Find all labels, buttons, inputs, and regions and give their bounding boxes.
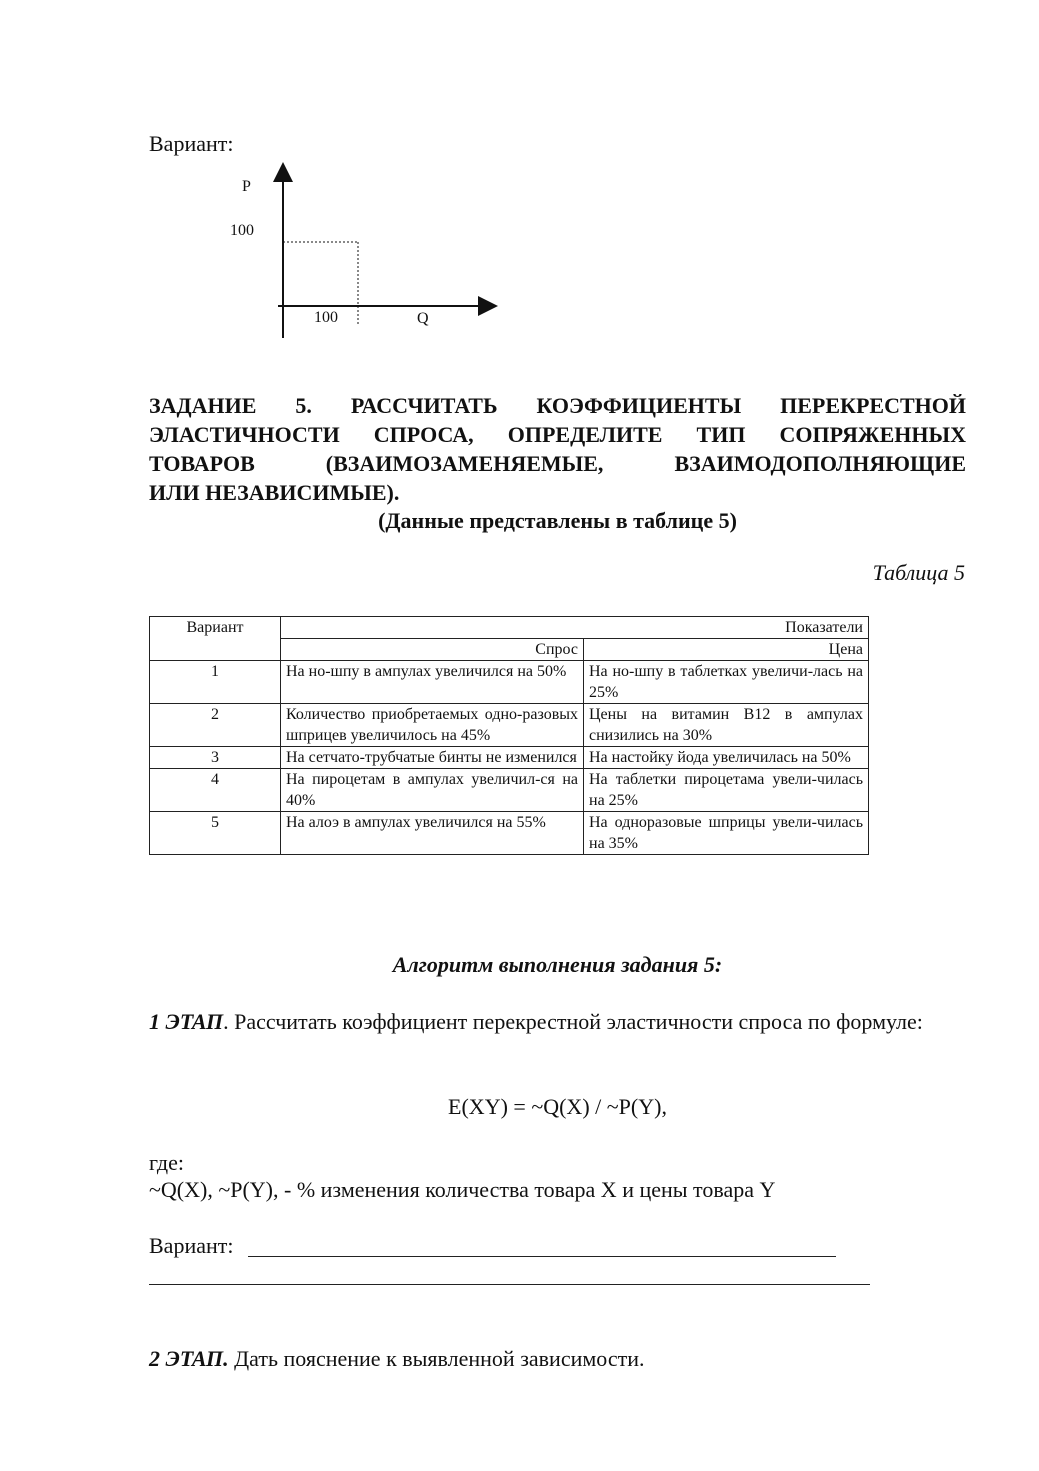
task-subtitle: (Данные представлены в таблице 5) bbox=[378, 508, 737, 533]
step-2-label: 2 ЭТАП. bbox=[149, 1346, 229, 1371]
x-axis-label: Q bbox=[417, 310, 429, 327]
row-number: 3 bbox=[150, 747, 281, 769]
variant-label-top: Вариант: bbox=[149, 131, 234, 156]
table-row bbox=[150, 769, 869, 812]
algorithm-title: Алгоритм выполнения задания 5: bbox=[392, 952, 723, 977]
table-header-row bbox=[150, 617, 869, 639]
x-tick-label: 100 bbox=[314, 309, 338, 326]
row-number: 1 bbox=[150, 661, 281, 704]
answer-line-2[interactable] bbox=[149, 1284, 870, 1285]
step-2-text: Дать пояснение к выявленной зависимости. bbox=[228, 1346, 645, 1371]
answer-line-1[interactable] bbox=[248, 1256, 836, 1257]
row-price: На таблетки пироцетама увели-чилась на 25% bbox=[584, 769, 869, 812]
table-caption: Таблица 5 bbox=[872, 560, 965, 585]
table-row bbox=[150, 747, 869, 769]
task-heading-line-4: ИЛИ НЕЗАВИСИМЫЕ). bbox=[149, 480, 400, 505]
table-row bbox=[150, 704, 869, 747]
task-heading-line-3: ТОВАРОВ (ВЗАИМОЗАМЕНЯЕМЫЕ, ВЗАИМОДОПОЛНЯЮЩИЕ bbox=[149, 451, 966, 476]
formula: E(XY) = ~Q(X) / ~P(Y), bbox=[448, 1094, 667, 1119]
table-row bbox=[150, 661, 869, 704]
row-number: 4 bbox=[150, 769, 281, 812]
header-indicators: Показатели bbox=[281, 617, 869, 639]
where-label: где: bbox=[149, 1150, 184, 1175]
step-2-paragraph bbox=[149, 1346, 644, 1372]
row-demand: Количество приобретаемых одно-разовых шприцев увеличилось на 45% bbox=[281, 704, 584, 747]
row-price: На одноразовые шприцы увели-чилась на 35% bbox=[584, 812, 869, 855]
step-1-paragraph bbox=[149, 1008, 966, 1036]
row-demand: На алоэ в ампулах увеличился на 55% bbox=[281, 812, 584, 855]
row-price: На настойку йода увеличилась на 50% bbox=[584, 747, 869, 769]
header-price: Цена bbox=[584, 639, 869, 661]
row-price: Цены на витамин В12 в ампулах снизились на 30% bbox=[584, 704, 869, 747]
task-heading-line-1: ЗАДАНИЕ 5. РАССЧИТАТЬ КОЭФФИЦИЕНТЫ ПЕРЕКРЕСТНОЙ bbox=[149, 393, 966, 418]
header-demand: Спрос bbox=[281, 639, 584, 661]
row-price: На но-шпу в таблетках увеличи-лась на 25% bbox=[584, 661, 869, 704]
where-text: ~Q(X), ~P(Y), - % изменения количества товара X и цены товара Y bbox=[149, 1177, 776, 1202]
step-1-text: . Рассчитать коэффициент перекрестной эластичности спроса по формуле: bbox=[223, 1009, 923, 1034]
variant-answer-label: Вариант: bbox=[149, 1233, 234, 1258]
row-demand: На сетчато-трубчатые бинты не изменился bbox=[281, 747, 584, 769]
step-1-label: 1 ЭТАП bbox=[149, 1009, 224, 1034]
row-number: 5 bbox=[150, 812, 281, 855]
y-tick-label: 100 bbox=[230, 222, 254, 239]
row-number: 2 bbox=[150, 704, 281, 747]
y-axis-label: P bbox=[242, 178, 251, 195]
table-row bbox=[150, 812, 869, 855]
row-demand: На но-шпу в ампулах увеличился на 50% bbox=[281, 661, 584, 704]
row-demand: На пироцетам в ампулах увеличил-ся на 40% bbox=[281, 769, 584, 812]
header-variant: Вариант bbox=[150, 617, 281, 661]
task-heading-line-2: ЭЛАСТИЧНОСТИ СПРОСА, ОПРЕДЕЛИТЕ ТИП СОПРЯЖЕННЫХ bbox=[149, 422, 966, 447]
data-table bbox=[149, 616, 869, 855]
